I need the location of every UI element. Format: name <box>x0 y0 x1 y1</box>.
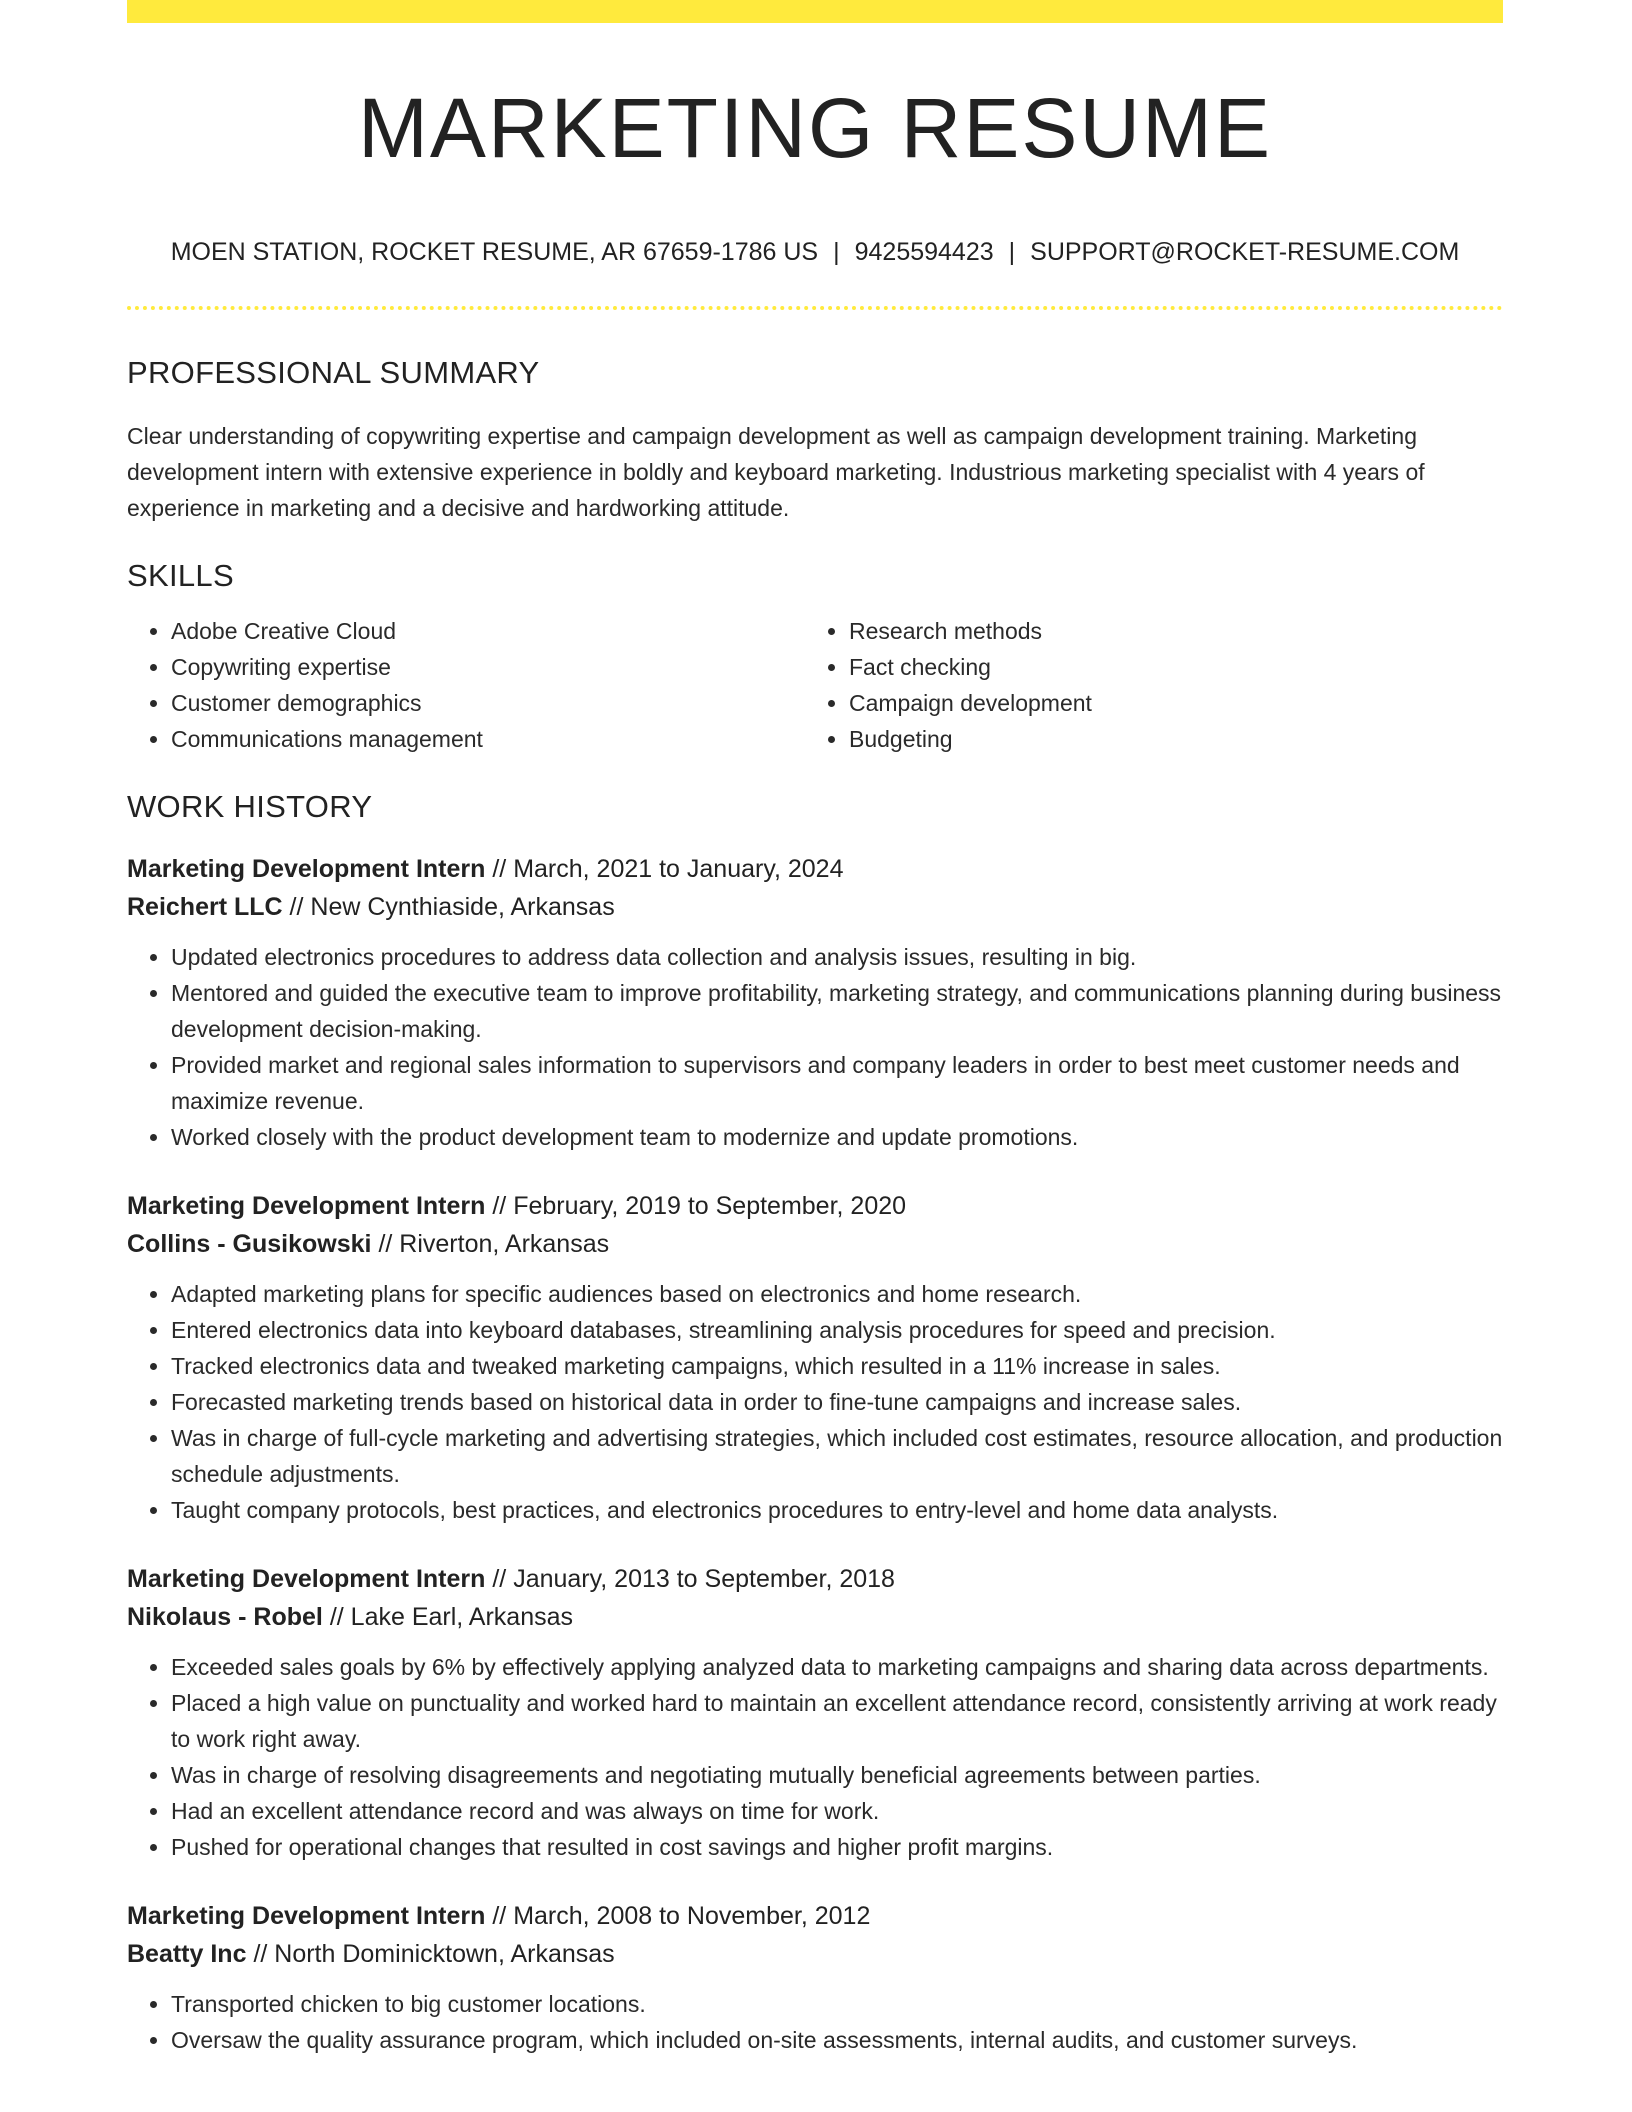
skills-columns <box>127 613 1507 757</box>
top-accent-bar <box>127 0 1503 23</box>
job-bullets <box>127 1276 1507 1528</box>
job-bullet: • Pushed for operational changes that resulted in cost savings and higher profit margins. <box>171 1829 1507 1865</box>
skills-heading: SKILLS <box>127 558 234 593</box>
job-location: // Riverton, Arkansas <box>378 1230 610 1258</box>
job-entry <box>127 1897 1507 2058</box>
summary-heading: PROFESSIONAL SUMMARY <box>127 355 540 390</box>
job-dates: // March, 2021 to January, 2024 <box>492 855 844 883</box>
job-dates: // February, 2019 to September, 2020 <box>492 1192 907 1220</box>
job-entry <box>127 1560 1507 1865</box>
job-title-line <box>127 1897 1507 1935</box>
job-entry <box>127 1187 1507 1528</box>
job-dates: // March, 2008 to November, 2012 <box>492 1902 871 1930</box>
skills-section <box>127 558 1507 757</box>
job-title: Marketing Development Intern <box>127 1902 486 1930</box>
contact-line <box>127 238 1503 267</box>
job-company: Nikolaus - Robel <box>127 1603 323 1631</box>
skill-item: • Campaign development <box>849 685 1483 721</box>
job-dates: // January, 2013 to September, 2018 <box>492 1565 895 1593</box>
resume-content <box>127 355 1507 2058</box>
contact-email: SUPPORT@ROCKET-RESUME.COM <box>1030 238 1460 266</box>
skill-item: • Budgeting <box>849 721 1483 757</box>
work-history-section <box>127 789 1507 2058</box>
work-history-heading: WORK HISTORY <box>127 789 373 824</box>
job-bullet: • Was in charge of resolving disagreements and negotiating mutually beneficial agreements between parties. <box>171 1757 1507 1793</box>
job-bullets <box>127 1649 1507 1865</box>
job-company-line <box>127 1598 1507 1636</box>
job-bullet: • Was in charge of full-cycle marketing and advertising strategies, which included cost estimates, resource allocation, and production schedule adjustments. <box>171 1420 1507 1492</box>
job-title-line <box>127 1560 1507 1598</box>
job-bullet: • Updated electronics procedures to address data collection and analysis issues, resulting in big. <box>171 939 1507 975</box>
job-title: Marketing Development Intern <box>127 1192 486 1220</box>
job-title-line <box>127 1187 1507 1225</box>
job-title: Marketing Development Intern <box>127 1565 486 1593</box>
skills-list-left <box>127 613 805 757</box>
job-company-line <box>127 1225 1507 1263</box>
job-bullet: • Transported chicken to big customer locations. <box>171 1986 1507 2022</box>
job-company-line <box>127 888 1507 926</box>
job-title-line <box>127 850 1507 888</box>
job-entry <box>127 850 1507 1155</box>
job-bullet: • Exceeded sales goals by 6% by effectively applying analyzed data to marketing campaigns and sharing data across departments. <box>171 1649 1507 1685</box>
job-bullet: • Taught company protocols, best practices, and electronics procedures to entry-level and home data analysts. <box>171 1492 1507 1528</box>
skill-item: • Fact checking <box>849 649 1483 685</box>
job-bullets <box>127 1986 1507 2058</box>
job-bullet: • Adapted marketing plans for specific audiences based on electronics and home research. <box>171 1276 1507 1312</box>
skill-item: • Customer demographics <box>171 685 805 721</box>
summary-text: Clear understanding of copywriting expertise and campaign development as well as campaign development training. Marketing development intern with extensive experience in boldly and keyboard marketing. Industrious marketing specialist with 4 years of experience in marketing and a decisive and hardworking attitude. <box>127 423 1425 521</box>
resume-title: MARKETING RESUME <box>357 81 1273 175</box>
dotted-divider <box>127 306 1503 310</box>
job-bullets <box>127 939 1507 1155</box>
skill-item: • Communications management <box>171 721 805 757</box>
skill-item: • Adobe Creative Cloud <box>171 613 805 649</box>
job-title: Marketing Development Intern <box>127 855 486 883</box>
contact-separator: | <box>833 238 840 266</box>
job-company: Reichert LLC <box>127 893 283 921</box>
job-company-line <box>127 1935 1507 1973</box>
summary-section <box>127 355 1507 526</box>
job-company: Beatty Inc <box>127 1940 247 1968</box>
job-bullet: • Worked closely with the product development team to modernize and update promotions. <box>171 1119 1507 1155</box>
job-location: // Lake Earl, Arkansas <box>329 1603 574 1631</box>
contact-phone: 9425594423 <box>854 238 994 266</box>
skill-item: • Research methods <box>849 613 1483 649</box>
skills-list-right <box>805 613 1483 757</box>
job-location: // North Dominicktown, Arkansas <box>253 1940 615 1968</box>
job-company: Collins - Gusikowski <box>127 1230 372 1258</box>
job-bullet: • Had an excellent attendance record and was always on time for work. <box>171 1793 1507 1829</box>
job-bullet: • Mentored and guided the executive team to improve profitability, marketing strategy, and communications planning during business development decision-making. <box>171 975 1507 1047</box>
job-bullet: • Entered electronics data into keyboard databases, streamlining analysis procedures for speed and precision. <box>171 1312 1507 1348</box>
contact-separator: | <box>1008 238 1016 266</box>
job-bullet: • Forecasted marketing trends based on historical data in order to fine-tune campaigns and increase sales. <box>171 1384 1507 1420</box>
skill-item: • Copywriting expertise <box>171 649 805 685</box>
job-bullet: • Tracked electronics data and tweaked marketing campaigns, which resulted in a 11% increase in sales. <box>171 1348 1507 1384</box>
job-bullet: • Oversaw the quality assurance program, which included on-site assessments, internal audits, and customer surveys. <box>171 2022 1507 2058</box>
job-bullet: • Placed a high value on punctuality and worked hard to maintain an excellent attendance record, consistently arriving at work ready to work right away. <box>171 1685 1507 1757</box>
job-location: // New Cynthiaside, Arkansas <box>289 893 615 921</box>
contact-address: MOEN STATION, ROCKET RESUME, AR 67659-1786 US <box>170 238 819 266</box>
job-bullet: • Provided market and regional sales information to supervisors and company leaders in order to best meet customer needs and maximize revenue. <box>171 1047 1507 1119</box>
